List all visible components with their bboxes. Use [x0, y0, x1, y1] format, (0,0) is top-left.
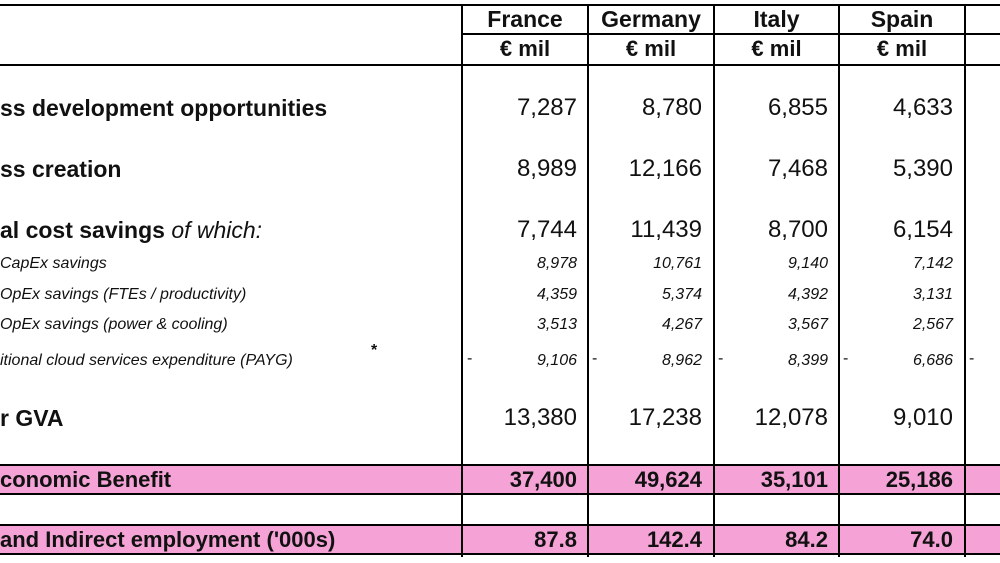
cell-value: 87.8 — [534, 527, 577, 552]
cell-value: 8,700 — [767, 216, 828, 243]
cell-value: 3,513 — [536, 316, 577, 333]
cell-value: 12,166 — [628, 155, 702, 182]
column-divider — [461, 4, 463, 557]
column-divider — [587, 4, 589, 557]
cell-value: 6,154 — [892, 216, 953, 243]
cell-value: 12,078 — [754, 404, 828, 431]
cell-value: 49,624 — [634, 467, 702, 492]
column-header-france: France — [487, 6, 563, 32]
cell-value: 74.0 — [910, 527, 953, 552]
cell-value: 13,380 — [503, 404, 577, 431]
benefit-top-rule — [0, 464, 1000, 466]
cell-value: 35,101 — [760, 467, 828, 492]
cell-value: 8,962 — [661, 352, 702, 369]
negative-dash: - — [467, 350, 473, 367]
cost-savings-suffix: of which: — [171, 217, 263, 243]
row-label-payg: itional cloud services expenditure (PAYG) — [0, 352, 293, 369]
cell-value: 37,400 — [509, 467, 577, 492]
column-unit-italy: € mil — [751, 36, 802, 61]
row-label-employment: and Indirect employment ('000s) — [0, 527, 336, 552]
cell-value: 8,780 — [641, 94, 702, 121]
column-header-germany: Germany — [601, 6, 701, 32]
row-label-capex: CapEx savings — [0, 255, 107, 272]
cell-value: 4,267 — [661, 316, 702, 333]
cell-value: 6,686 — [912, 352, 953, 369]
column-unit-spain: € mil — [876, 36, 928, 61]
cell-value: 8,989 — [516, 155, 577, 182]
employment-bottom-rule — [0, 553, 1000, 555]
header-bottom-rule — [0, 64, 1000, 66]
row-label-business-creation: ss creation — [0, 156, 122, 182]
cell-value: 9,140 — [787, 255, 828, 272]
column-divider — [964, 4, 966, 557]
column-divider — [713, 4, 715, 557]
negative-dash: - — [843, 350, 849, 367]
footnote-star: * — [371, 342, 378, 359]
column-unit-germany: € mil — [625, 36, 677, 61]
cell-value: 5,390 — [892, 155, 953, 182]
cell-value: 9,010 — [892, 404, 953, 431]
cell-value: 4,633 — [892, 94, 953, 121]
cell-value: 84.2 — [785, 527, 828, 552]
column-header-spain: Spain — [870, 6, 934, 32]
employment-top-rule — [0, 524, 1000, 526]
negative-dash: - — [718, 350, 724, 367]
cell-value: 25,186 — [885, 467, 953, 492]
column-header-italy: Italy — [753, 6, 800, 32]
cell-value: 7,468 — [767, 155, 828, 182]
cell-value: 7,744 — [516, 216, 577, 243]
row-label-gva: r GVA — [0, 405, 64, 431]
cell-value: 3,131 — [912, 286, 953, 303]
cell-value: 7,287 — [516, 94, 577, 121]
cell-value: 9,106 — [536, 352, 577, 369]
column-divider — [838, 4, 840, 557]
cost-savings-label: al cost savings — [0, 217, 172, 243]
row-label-opex-ftes: OpEx savings (FTEs / productivity) — [0, 286, 247, 303]
cell-value: 17,238 — [628, 404, 702, 431]
cell-value: 6,855 — [767, 94, 828, 121]
benefit-bottom-rule — [0, 493, 1000, 495]
cell-value: 4,359 — [536, 286, 577, 303]
column-unit-france: € mil — [499, 36, 551, 61]
row-label-cost-savings — [0, 217, 262, 244]
cell-value: 10,761 — [653, 255, 702, 272]
cell-value: 5,374 — [661, 286, 702, 303]
row-label-economic-benefit: conomic Benefit — [0, 467, 172, 492]
negative-dash: - — [969, 350, 975, 367]
cell-value: 7,142 — [912, 255, 953, 272]
cell-value: 3,567 — [787, 316, 828, 333]
negative-dash: - — [592, 350, 598, 367]
cell-value: 4,392 — [787, 286, 828, 303]
cell-value: 2,567 — [912, 316, 953, 333]
row-label-business-development: ss development opportunities — [0, 95, 328, 121]
cell-value: 8,399 — [787, 352, 828, 369]
row-label-opex-power: OpEx savings (power & cooling) — [0, 316, 228, 333]
cell-value: 8,978 — [536, 255, 577, 272]
cell-value: 11,439 — [630, 216, 702, 243]
cell-value: 142.4 — [646, 527, 702, 552]
header-mid-rule — [462, 33, 1000, 35]
